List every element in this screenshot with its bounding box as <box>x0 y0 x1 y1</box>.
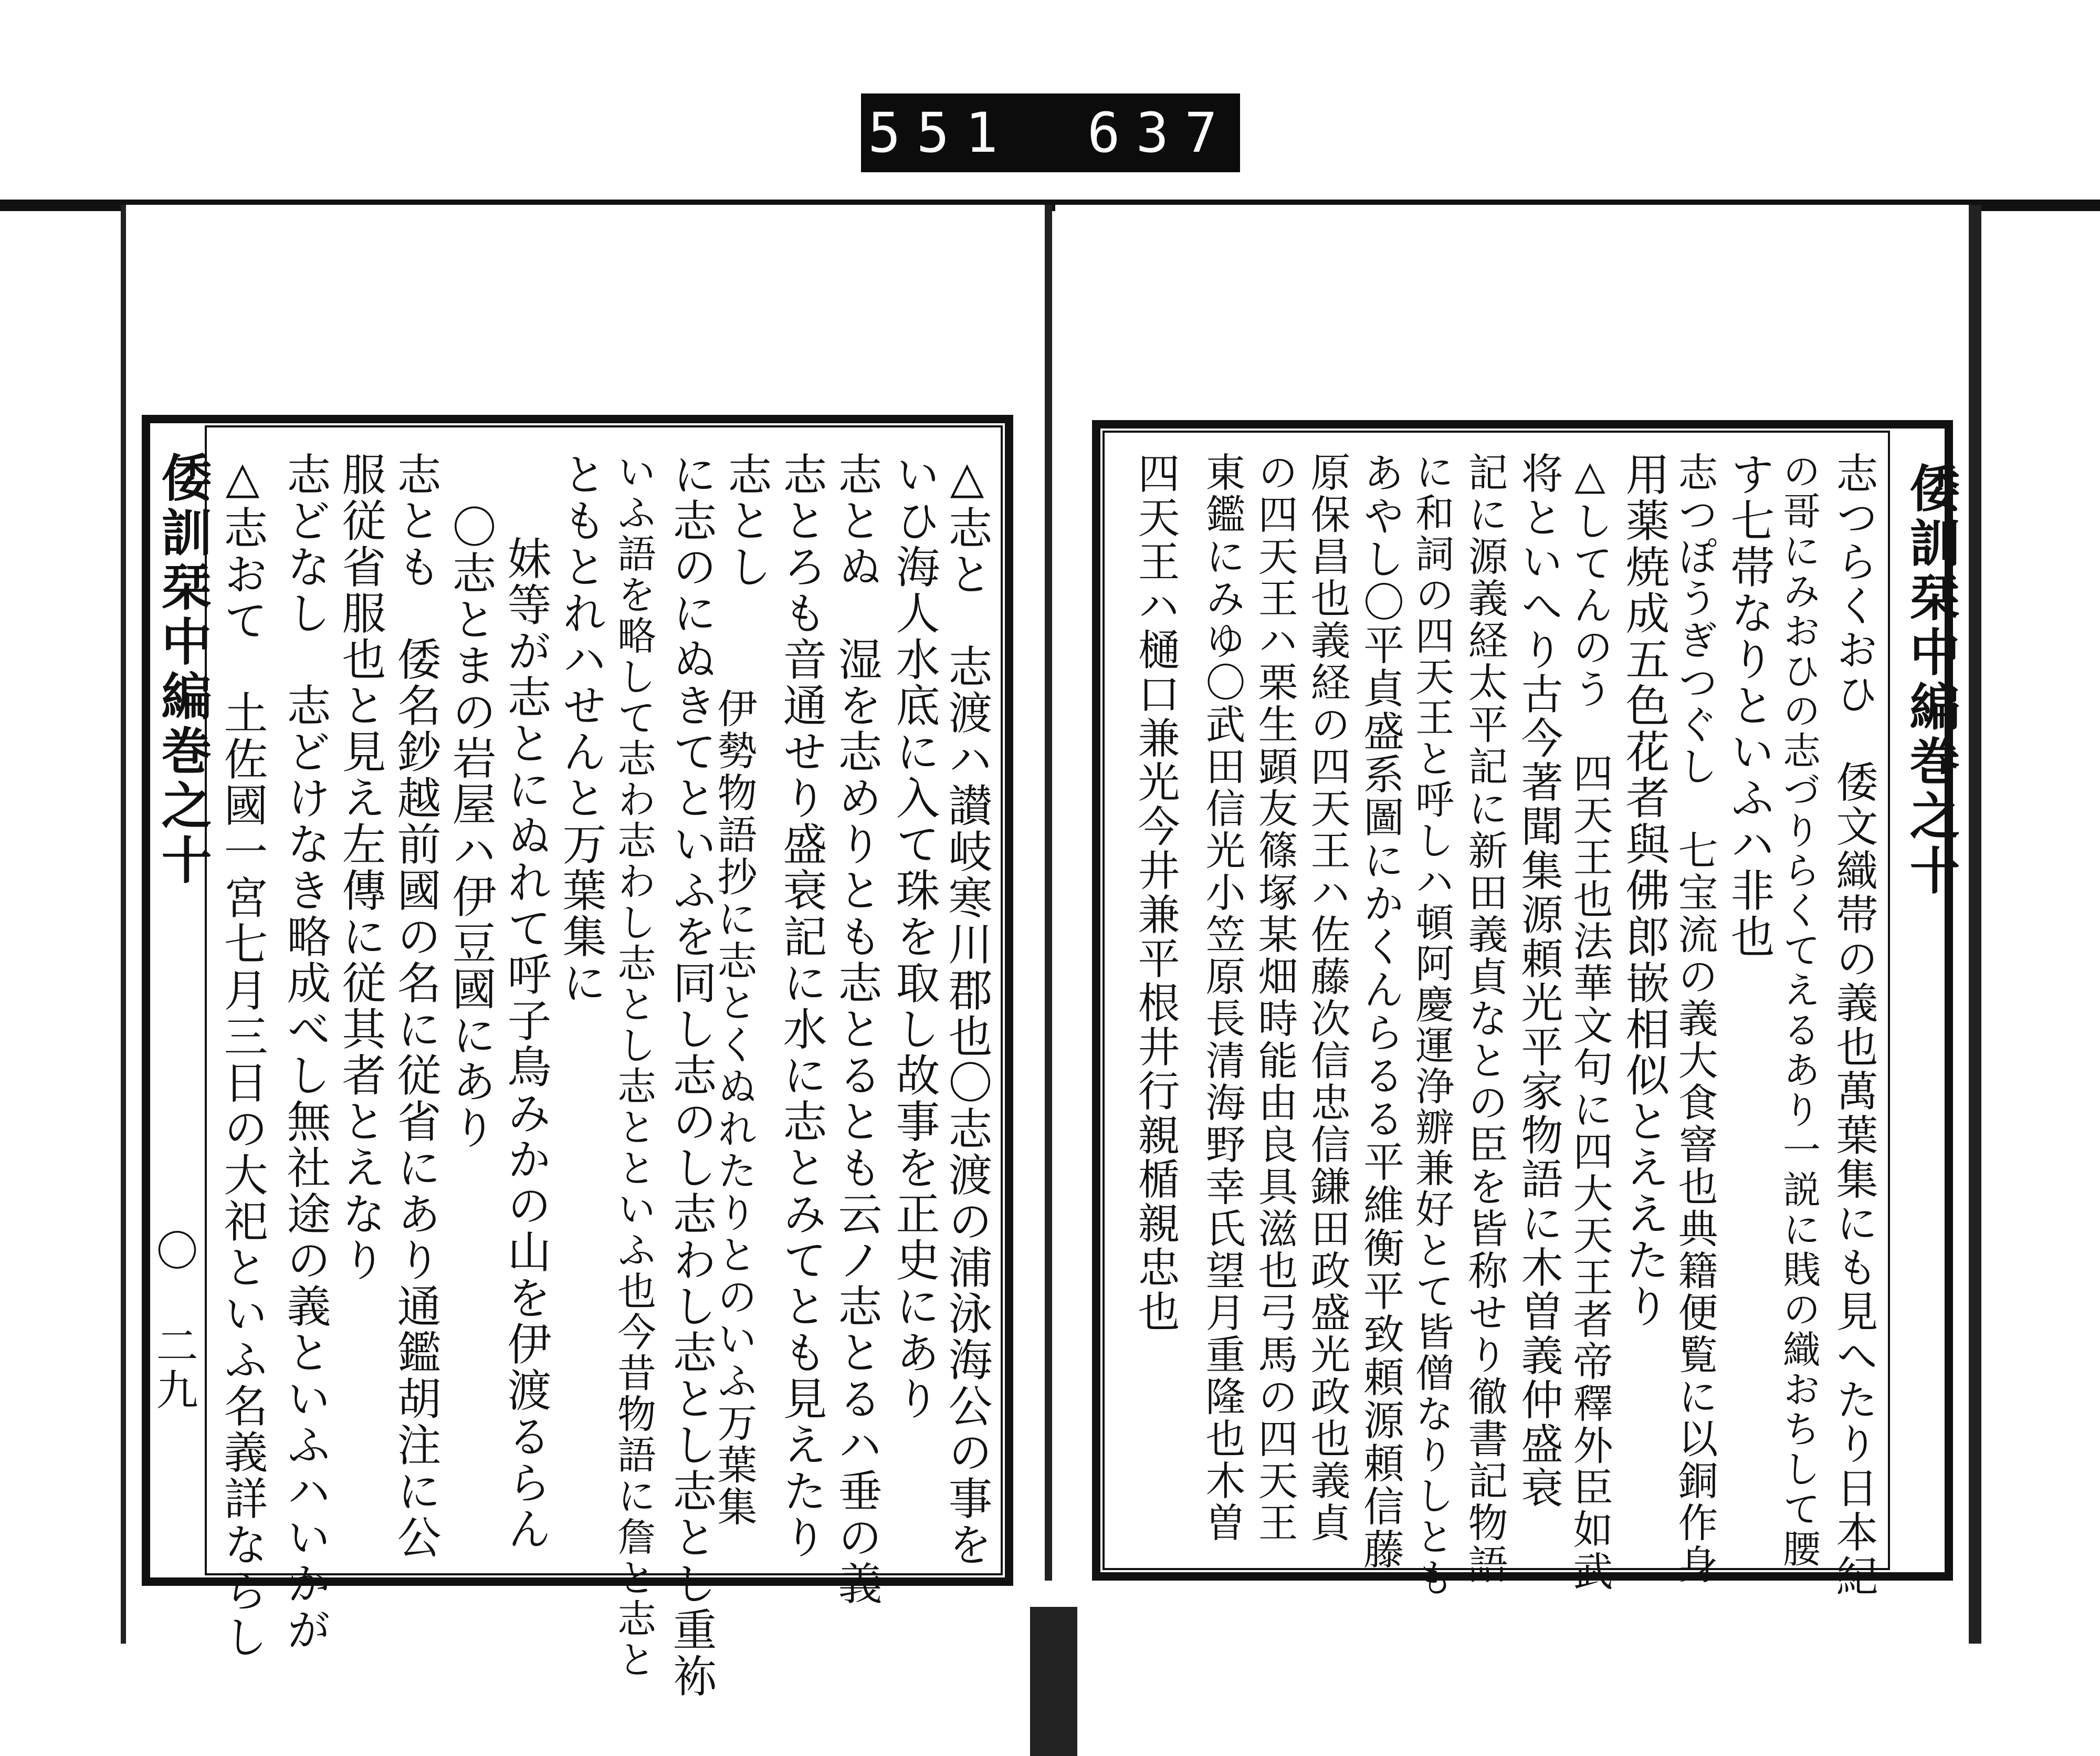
text-column: す七帯なりといふハ非也 <box>1724 452 1775 960</box>
text-column: 東鑑にみゆ〇武田信光小笠原長清海野幸氏望月重隆也木曽 <box>1199 452 1246 1544</box>
text-column: 用薬焼成五色花者與佛郎嵌相似とええたり <box>1619 452 1670 1330</box>
catalog-number-left: 551 <box>868 101 1014 165</box>
catalog-number-right: 637 <box>1087 101 1233 165</box>
text-column: 原保昌也義経の四天王ハ佐藤次信忠信鎌田政盛光政也義貞 <box>1304 452 1351 1544</box>
text-column: の四天王ハ栗生顕友篠塚某畑時能由良具滋也弓馬の四天王 <box>1252 452 1298 1544</box>
spine-strip <box>1030 1607 1077 1756</box>
text-column: 志とも 倭名鈔越前國の名に従省にあり通鑑胡注に公 <box>390 452 442 1561</box>
text-column: に志のにぬきてといふを同し志のし志わし志とし志とし重袮 <box>666 452 717 1699</box>
left-page-number: 〇 二九 <box>149 1229 198 1412</box>
text-column: 四天王ハ樋口兼光今井兼平根井行親楯親忠也 <box>1131 452 1180 1334</box>
catalog-number-label <box>861 93 1240 172</box>
text-column: の哥にみおひの志づりらくてえるあり一説に賎の織おちして腰 <box>1777 452 1821 1569</box>
text-column: △志と 志渡ハ讃岐寒川郡也〇志渡の浦泳海公の事を <box>941 452 993 1568</box>
text-column: 伊勢物語抄に志とくぬれたりとのいふ万葉集 <box>711 688 758 1528</box>
text-column: いふ語を略して志わ志わし志とし志とといふ也今昔物語に詹と志と <box>611 452 656 1680</box>
text-column: 志とし <box>721 452 772 590</box>
text-column: 将といへり古今著聞集源頼光平家物語に木曽義仲盛衰 <box>1514 452 1563 1510</box>
text-column: 志とぬ 湿を志めりとも志とるとも云ノ志とるハ垂の義 <box>831 452 883 1607</box>
text-column: 志とろも音通せり盛衰記に水に志とみてとも見えたり <box>776 452 827 1561</box>
text-column: に和詞の四天王と呼しハ頓阿慶運浄辧兼好とて皆僧なりしとも <box>1409 452 1454 1598</box>
text-column: △してんのう 四天王也法華文句に四大天王者帝釋外臣如武 <box>1567 452 1613 1593</box>
text-column: 妹等が志とにぬれて呼子鳥みかの山を伊渡るらん <box>500 536 552 1552</box>
text-column: 志つぽうぎつぐし 七宝流の義大食窨也典籍便覧に以銅作身 <box>1672 452 1718 1586</box>
right-page-edge-title: 倭訓栞中編巻之十 <box>1902 462 1961 899</box>
text-column: ともとれハせんと万葉集に <box>555 452 607 1006</box>
text-column: 志どなし 志どけなき略成べし無社途の義といふハいかが <box>280 452 331 1653</box>
text-column: いひ海人水底に入て珠を取し故事を正史にあり <box>889 452 940 1422</box>
text-column: 志つらくおひ 倭文織帯の義也萬葉集にも見へたり日本紀 <box>1829 452 1878 1598</box>
left-page-edge-title: 倭訓栞中編巻之十 <box>153 452 213 889</box>
center-fold-line <box>1045 205 1052 1581</box>
text-column: △志おて 土佐國一宮七月三日の大祀といふ名義詳ならし <box>217 452 268 1660</box>
text-column: あやし〇平貞盛系圖にかくんらるる平維衡平致頼源頼信藤 <box>1357 452 1404 1571</box>
text-column: 〇志とまの岩屋ハ伊豆國にあり <box>445 504 497 1151</box>
text-column: 記に源義経太平記に新田義貞なとの臣を皆称せり徹書記物語 <box>1462 452 1508 1586</box>
text-column: 服従省服也と見え左傳に従其者とえなり <box>335 452 386 1283</box>
